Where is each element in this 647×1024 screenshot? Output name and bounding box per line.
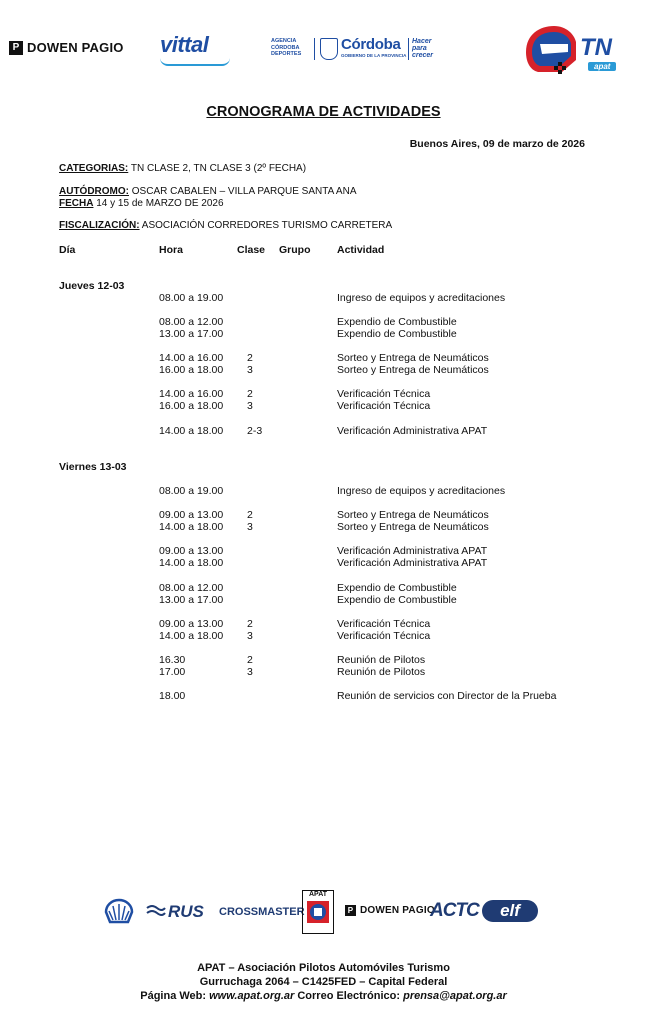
tn-apat-logo [518, 22, 624, 82]
fecha-label: FECHA [59, 198, 94, 209]
row-hora: 08.00 a 12.00 [159, 316, 224, 328]
logo-divider [314, 38, 315, 60]
hacer-line: para [412, 45, 427, 52]
row-clase: 3 [247, 400, 253, 412]
row-hora: 18.00 [159, 690, 186, 702]
elf-logo [482, 900, 538, 922]
fecha-line [59, 198, 224, 209]
row-clase: 3 [247, 630, 253, 642]
row-actividad: Verificación Administrativa APAT [337, 557, 488, 569]
rus-logo-text: RUS [168, 902, 204, 921]
row-actividad: Ingreso de equipos y acreditaciones [337, 292, 506, 304]
autodromo-line [59, 186, 357, 197]
row-clase: 2-3 [247, 425, 263, 437]
cordoba-shield-icon [320, 38, 338, 60]
footer-web-link[interactable]: www.apat.org.ar [209, 990, 295, 1002]
row-hora: 13.00 a 17.00 [159, 594, 224, 606]
row-hora: 09.00 a 13.00 [159, 545, 224, 557]
footer-line-2: Gurruchaga 2064 – C1425FED – Capital Federal [199, 976, 448, 988]
row-clase: 2 [247, 388, 253, 400]
cordoba-text: Córdoba [341, 36, 401, 53]
row-actividad: Reunión de Pilotos [337, 666, 426, 678]
row-actividad: Verificación Técnica [337, 618, 431, 630]
document-title: CRONOGRAMA DE ACTIVIDADES [206, 104, 441, 120]
actc-logo-text: ACTC [430, 900, 479, 921]
dowen-pagio-footer-mark-icon: P [345, 905, 356, 916]
vittal-text: vittal [160, 32, 209, 57]
row-clase: 3 [247, 364, 253, 376]
row-actividad: Verificación Técnica [337, 388, 431, 400]
col-header-hora: Hora [159, 244, 183, 256]
row-actividad: Verificación Técnica [337, 630, 431, 642]
apat-badge-emblem-icon [307, 901, 329, 923]
row-clase: 2 [247, 618, 253, 630]
footer-web-label: Página Web: [140, 990, 210, 1002]
shell-logo-icon [104, 898, 134, 926]
row-hora: 08.00 a 12.00 [159, 582, 224, 594]
footer-line-1: APAT – Asociación Pilotos Automóviles Turismo [197, 962, 450, 974]
row-actividad: Verificación Administrativa APAT [337, 545, 488, 557]
sponsor-logos [0, 890, 647, 938]
autodromo-label: AUTÓDROMO: [59, 186, 129, 197]
row-hora: 09.00 a 13.00 [159, 618, 224, 630]
row-actividad: Sorteo y Entrega de Neumáticos [337, 509, 489, 521]
gobierno-text: GOBIERNO DE LA PROVINCIA [341, 53, 407, 58]
row-hora: 14.00 a 16.00 [159, 388, 224, 400]
col-header-actividad: Actividad [337, 244, 385, 256]
col-header-clase: Clase [237, 244, 266, 256]
fiscalizacion-value: ASOCIACIÓN CORREDORES TURISMO CARRETERA [139, 220, 393, 231]
row-clase: 2 [247, 654, 253, 666]
dowen-pagio-footer-logo [345, 905, 435, 916]
elf-logo-text: elf [500, 901, 520, 920]
categorias-line [59, 163, 306, 174]
row-hora: 14.00 a 18.00 [159, 521, 224, 533]
agencia-line: CÓRDOBA [271, 44, 300, 51]
day-label-viernes: Viernes 13-03 [59, 461, 127, 473]
autodromo-value: OSCAR CABALEN – VILLA PARQUE SANTA ANA [129, 186, 357, 197]
categorias-label: CATEGORIAS: [59, 163, 129, 174]
agencia-line: DEPORTES [271, 51, 302, 57]
row-hora: 14.00 a 18.00 [159, 425, 224, 437]
row-actividad: Expendio de Combustible [337, 582, 457, 594]
fecha-value: 14 y 15 de MARZO DE 2026 [93, 198, 224, 209]
row-hora: 13.00 a 17.00 [159, 328, 224, 340]
row-actividad: Expendio de Combustible [337, 328, 457, 340]
row-clase: 2 [247, 509, 253, 521]
row-actividad: Sorteo y Entrega de Neumáticos [337, 521, 489, 533]
apat-badge-text: APAT [308, 891, 328, 898]
row-clase: 2 [247, 352, 253, 364]
row-actividad: Sorteo y Entrega de Neumáticos [337, 352, 489, 364]
apat-badge [302, 890, 334, 934]
footer-mail-label: Correo Electrónico: [294, 990, 404, 1002]
col-header-dia: Día [59, 244, 76, 256]
vittal-swoosh-icon [160, 58, 230, 66]
row-actividad: Reunión de servicios con Director de la Prueba [337, 690, 557, 702]
footer-mail-link[interactable]: prensa@apat.org.ar [403, 990, 507, 1002]
row-clase: 3 [247, 666, 253, 678]
document-date: Buenos Aires, 09 de marzo de 2026 [409, 138, 585, 150]
dowen-pagio-mark-icon: P [9, 41, 23, 55]
row-clase: 3 [247, 521, 253, 533]
fiscalizacion-label: FISCALIZACIÓN: [59, 220, 140, 231]
hacer-line: crecer [412, 52, 434, 59]
row-actividad: Expendio de Combustible [337, 316, 457, 328]
row-actividad: Ingreso de equipos y acreditaciones [337, 485, 506, 497]
row-hora: 14.00 a 16.00 [159, 352, 224, 364]
vittal-logo [160, 32, 236, 62]
dowen-pagio-logo [9, 40, 124, 55]
dowen-pagio-text: DOWEN PAGIO [27, 40, 124, 55]
tn-text: TN [580, 34, 612, 61]
day-label-jueves: Jueves 12-03 [59, 280, 125, 292]
row-actividad: Expendio de Combustible [337, 594, 457, 606]
row-hora: 16.30 [159, 654, 186, 666]
row-hora: 14.00 a 18.00 [159, 630, 224, 642]
row-actividad: Verificación Administrativa APAT [337, 425, 488, 437]
crossmaster-logo-text: CROSSMASTER [219, 906, 305, 918]
row-hora: 09.00 a 13.00 [159, 509, 224, 521]
apat-tag: apat [588, 62, 616, 71]
row-actividad: Reunión de Pilotos [337, 654, 426, 666]
row-actividad: Sorteo y Entrega de Neumáticos [337, 364, 489, 376]
footer-line-3 [0, 990, 647, 1002]
row-hora: 14.00 a 18.00 [159, 557, 224, 569]
logo-divider [408, 38, 409, 60]
agencia-line: AGENCIA [271, 38, 297, 44]
col-header-grupo: Grupo [279, 244, 311, 256]
row-hora: 08.00 a 19.00 [159, 485, 224, 497]
row-hora: 17.00 [159, 666, 186, 678]
dowen-pagio-footer-text: DOWEN PAGIO [360, 905, 435, 916]
row-hora: 16.00 a 18.00 [159, 364, 224, 376]
row-hora: 08.00 a 19.00 [159, 292, 224, 304]
categorias-value: TN CLASE 2, TN CLASE 3 (2º FECHA) [128, 163, 307, 174]
rus-wave-icon [146, 904, 166, 918]
hacer-para-crecer-logo [412, 38, 433, 59]
row-actividad: Verificación Técnica [337, 400, 431, 412]
hacer-line: Hacer [412, 38, 432, 45]
row-hora: 16.00 a 18.00 [159, 400, 224, 412]
fiscalizacion-line [59, 220, 392, 231]
cordoba-gobierno-logo [341, 36, 406, 58]
